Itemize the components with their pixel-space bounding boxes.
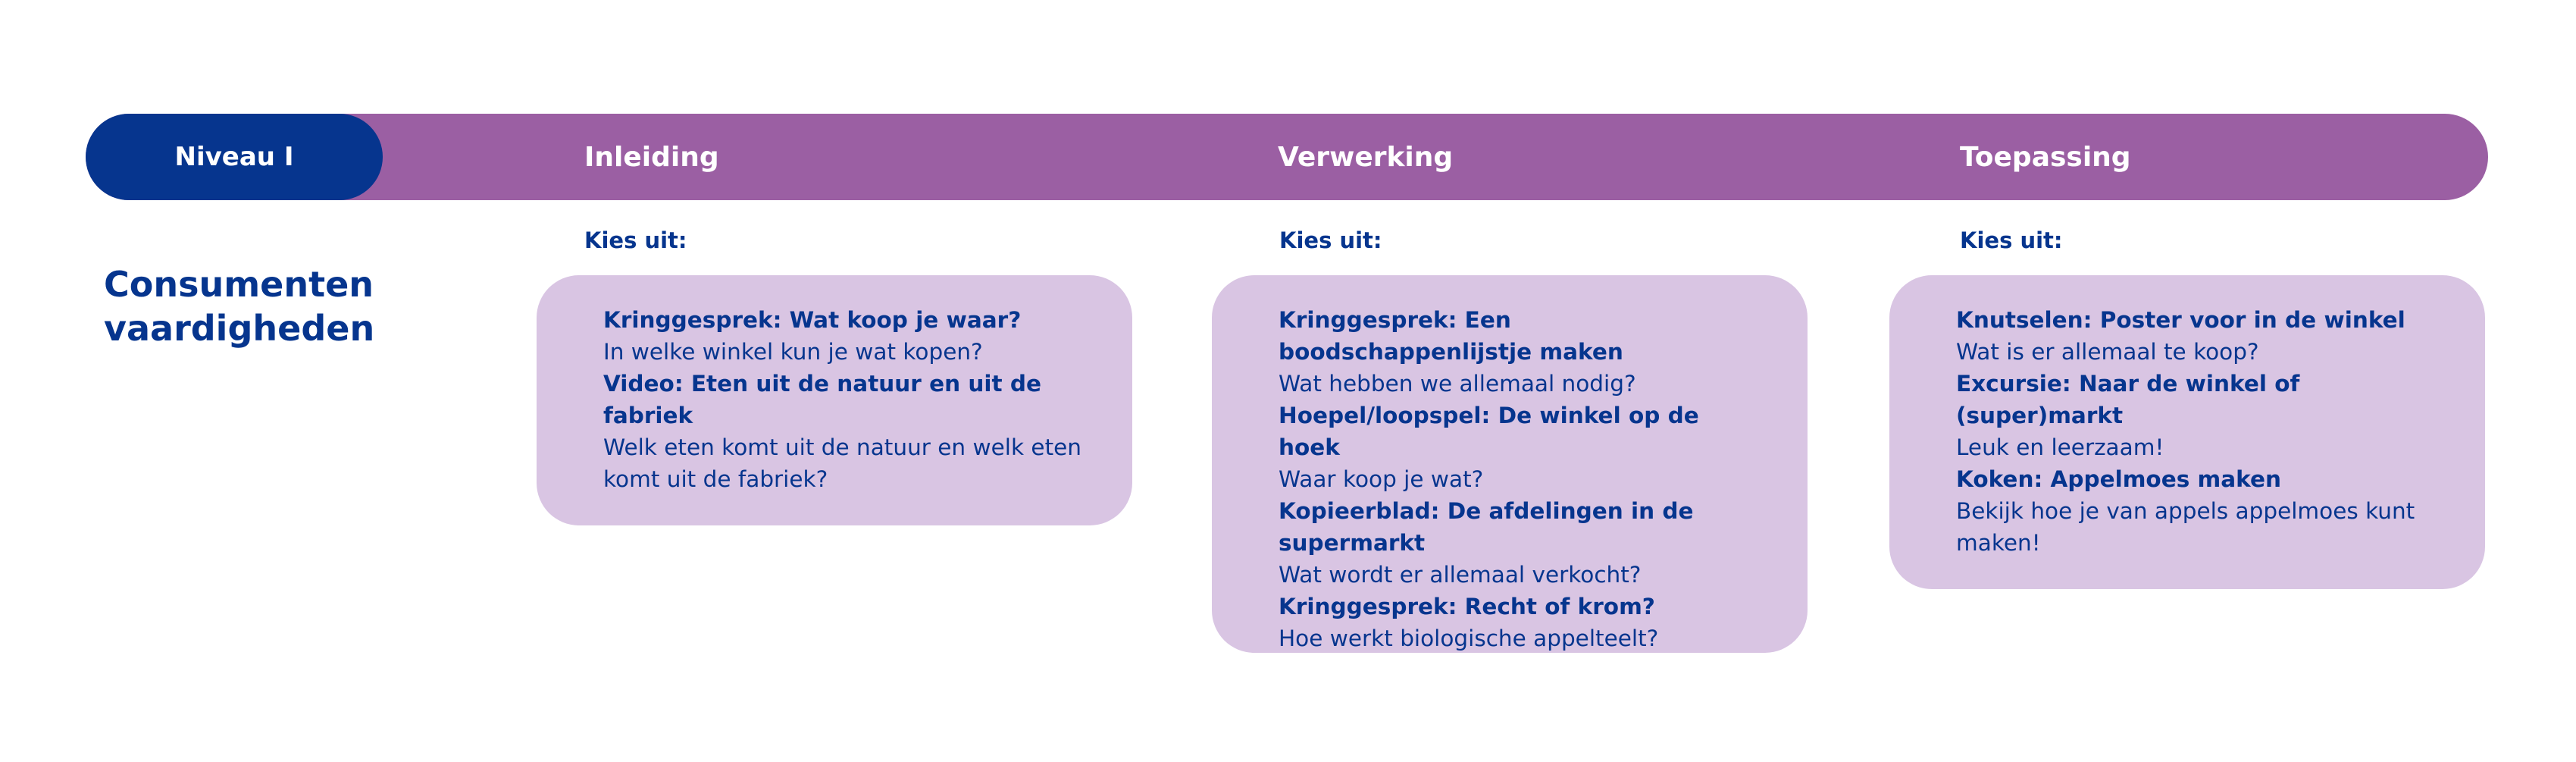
activity-description: Welk eten komt uit de natuur en welk eten komt uit de fabriek? — [603, 434, 1081, 492]
activity-title: Koken: Appelmoes maken — [1956, 466, 2282, 492]
activity-description: Wat hebben we allemaal nodig? — [1279, 371, 1636, 397]
subject-title: Consumenten vaardigheden — [104, 264, 375, 349]
activity-title: Video: Eten uit de natuur en uit de fabriek — [603, 371, 1042, 428]
activity-title: Kringgesprek: Recht of krom? — [1279, 594, 1655, 619]
activity-description: In welke winkel kun je wat kopen? — [603, 339, 983, 365]
activity-title: Excursie: Naar de winkel of (super)markt — [1956, 371, 2300, 428]
activity-title: Kringgesprek: Wat koop je waar? — [603, 307, 1022, 333]
activity-card-verwerking — [1212, 275, 1808, 653]
activity-title: Hoepel/loopspel: De winkel op de hoek — [1279, 403, 1699, 460]
activity-card-inleiding — [537, 275, 1132, 525]
activity-description: Bekijk hoe je van appels appelmoes kunt maken! — [1956, 498, 2415, 556]
activity-title: Kringgesprek: Een boodschappenlijstje maken — [1279, 307, 1623, 365]
phase-title-verwerking: Verwerking — [1278, 141, 1454, 173]
activity-description: Hoe werkt biologische appelteelt? — [1279, 626, 1659, 651]
choose-label-toepassing: Kies uit: — [1960, 227, 2063, 253]
activity-card-toepassing — [1889, 275, 2485, 589]
activity-title: Knutselen: Poster voor in de winkel — [1956, 307, 2405, 333]
activity-description: Wat is er allemaal te koop? — [1956, 339, 2259, 365]
phase-title-toepassing: Toepassing — [1960, 141, 2131, 173]
choose-label-verwerking: Kies uit: — [1279, 227, 1382, 253]
choose-label-inleiding: Kies uit: — [584, 227, 687, 253]
activity-description: Leuk en leerzaam! — [1956, 434, 2164, 460]
activity-description: Wat wordt er allemaal verkocht? — [1279, 562, 1642, 588]
level-pill: Niveau I — [86, 114, 383, 200]
activity-description: Waar koop je wat? — [1279, 466, 1484, 492]
activity-title: Kopieerblad: De afdelingen in de supermarkt — [1279, 498, 1694, 556]
phase-title-inleiding: Inleiding — [584, 141, 719, 173]
